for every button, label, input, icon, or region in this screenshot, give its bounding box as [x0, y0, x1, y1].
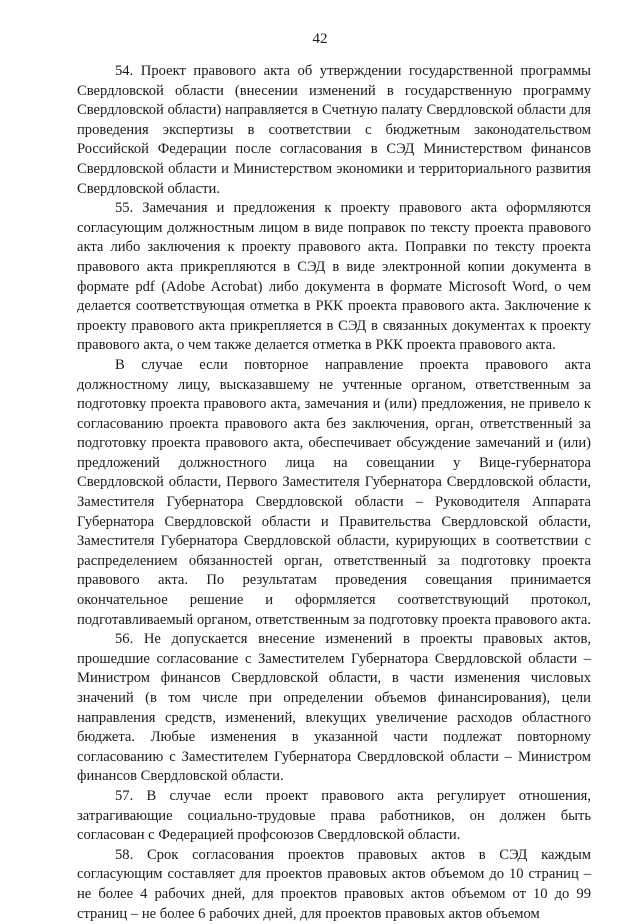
paragraph-54: 54. Проект правового акта об утверждении государственной программы Свердловской области (внесении изменений в государственную программу Свердловской области) направляется в Счетную палату Свердловской области для проведения экспертизы в соответствии с бюджетным законодательством Российской Федерации после согласования в СЭД Министерством финансов Свердловской области и Министерством экономики и территориального развития Свердловской области.: [77, 63, 591, 197]
document-body: [77, 62, 591, 924]
paragraph-58: 58. Срок согласования проектов правовых актов в СЭД каждым согласующим составляет для проектов правовых актов объемом до 10 страниц – не более 4 рабочих дней, для проектов правовых актов объемом от 10 до 99 страниц – не более 6 рабочих дней, для проектов правовых актов объемом: [77, 846, 591, 922]
paragraph-55: 55. Замечания и предложения к проекту правового акта оформляются согласующим должностным лицом в виде поправок по тексту проекта правового акта либо заключения к проекту правового акта. Поправки по тексту проекта правового акта прикрепляются в СЭД в виде электронной копии документа в формате pdf (Adobe Acrobat) либо документа в формате Microsoft Word, о чем делается соответствующая отметка в РКК проекта правового акта. Заключение к проекту правового акта прикрепляется в СЭД в связанных документах к проекту правового акта, о чем также делается отметка в РКК проекта правового акта.: [77, 200, 591, 354]
paragraph-56: 56. Не допускается внесение изменений в проекты правовых актов, прошедшие согласование с Заместителем Губернатора Свердловской области – Министром финансов Свердловской области, в части изменения числовых значений (в том числе при определении объемов финансирования), цели направления средств, изменений, влекущих увеличение расходов областного бюджета. Любые изменения в указанной части подлежат повторному согласованию с Заместителем Губернатора Свердловской области – Министром финансов Свердловской области.: [77, 631, 591, 785]
page-number: 42: [312, 31, 328, 47]
paragraph-57: 57. В случае если проект правового акта регулирует отношения, затрагивающие социально-трудовые права работников, он должен быть согласован с Федерацией профсоюзов Свердловской области.: [77, 787, 591, 844]
paragraph-55-continuation: В случае если повторное направление проекта правового акта должностному лицу, высказавшему не учтенные органом, ответственным за подготовку проекта правового акта, замечания и (или) предложения, не привело к согласованию проекта правового акта без заключения, орган, ответственный за подготовку проекта правового акта, обеспечивает обсуждение замечаний и (или) предложений должностного лица на совещании у Вице-губернатора Свердловской области, Первого Заместителя Губернатора Свердловской области, Заместителя Губернатора Свердловской области – Руководителя Аппарата Губернатора Свердловской области и Правительства Свердловской области, Заместителя Губернатора Свердловской области, курирующих в соответствии с распределением обязанностей орган, ответственный за подготовку проекта правового акта. По результатам проведения совещания принимается окончательное решение и оформляется соответствующий протокол, подготавливаемый органом, ответственным за подготовку проекта правового акта.: [77, 356, 591, 628]
